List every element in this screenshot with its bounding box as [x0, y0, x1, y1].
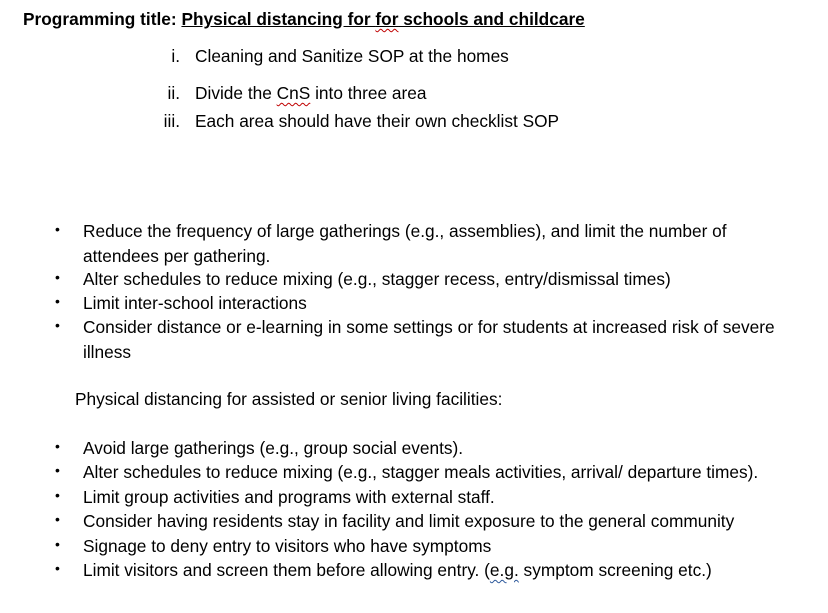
bullet-icon: • [55, 221, 60, 237]
bullet-icon: • [55, 269, 60, 285]
roman-number: iii. [163, 111, 180, 131]
roman-text [195, 83, 427, 104]
roman-text: Cleaning and Sanitize SOP at the homes [195, 46, 509, 66]
bullet-icon: • [55, 438, 60, 454]
list-item-text: Avoid large gatherings (e.g., group social events). [83, 438, 464, 458]
roman-text: Each area should have their own checklist SOP [195, 111, 560, 131]
list-item-text: Limit inter-school interactions [83, 293, 307, 313]
bullet-icon: • [55, 536, 60, 552]
list-item-text: Consider distance or e-learning in some settings or for students at increased risk of severe illness [83, 317, 775, 362]
title-text-squiggle: for [375, 9, 399, 29]
list-item-text-squiggle: e.g. [489, 560, 519, 580]
bullet-icon: • [55, 462, 60, 478]
list-item-text: Reduce the frequency of large gatherings (e.g., assemblies), and limit the number of attendees per gathering. [83, 221, 727, 266]
roman-text-squiggle: CnS [276, 83, 311, 103]
section-heading: Physical distancing for assisted or senior living facilities: [75, 389, 503, 409]
list-item-text-before: Limit visitors and screen them before allowing entry. ( [83, 560, 490, 580]
bullet-icon: • [55, 317, 60, 333]
bullet-icon: • [55, 511, 60, 527]
list-item-text: Alter schedules to reduce mixing (e.g., stagger recess, entry/dismissal times) [83, 269, 671, 289]
roman-text-after: into three area [310, 83, 427, 103]
title-label: Programming title: [23, 9, 177, 29]
programming-title [23, 9, 585, 30]
roman-text-before: Divide the [195, 83, 277, 103]
list-item-text: Signage to deny entry to visitors who have symptoms [83, 536, 492, 556]
list-item-text-after: symptom screening etc.) [518, 560, 712, 580]
roman-number: i. [171, 46, 180, 66]
roman-number: ii. [167, 83, 180, 103]
title-text [181, 9, 584, 29]
list-item-text: Consider having residents stay in facility and limit exposure to the general community [83, 511, 735, 531]
list-item-text [83, 558, 783, 583]
title-text-part2: schools and childcare [398, 9, 585, 29]
bullet-icon: • [55, 487, 60, 503]
list-item-text: Limit group activities and programs with external staff. [83, 487, 495, 507]
title-text-part1: Physical distancing for [181, 9, 376, 29]
bullet-icon: • [55, 560, 60, 576]
list-item-text: Alter schedules to reduce mixing (e.g., stagger meals activities, arrival/ departure times). [83, 462, 759, 482]
bullet-icon: • [55, 293, 60, 309]
